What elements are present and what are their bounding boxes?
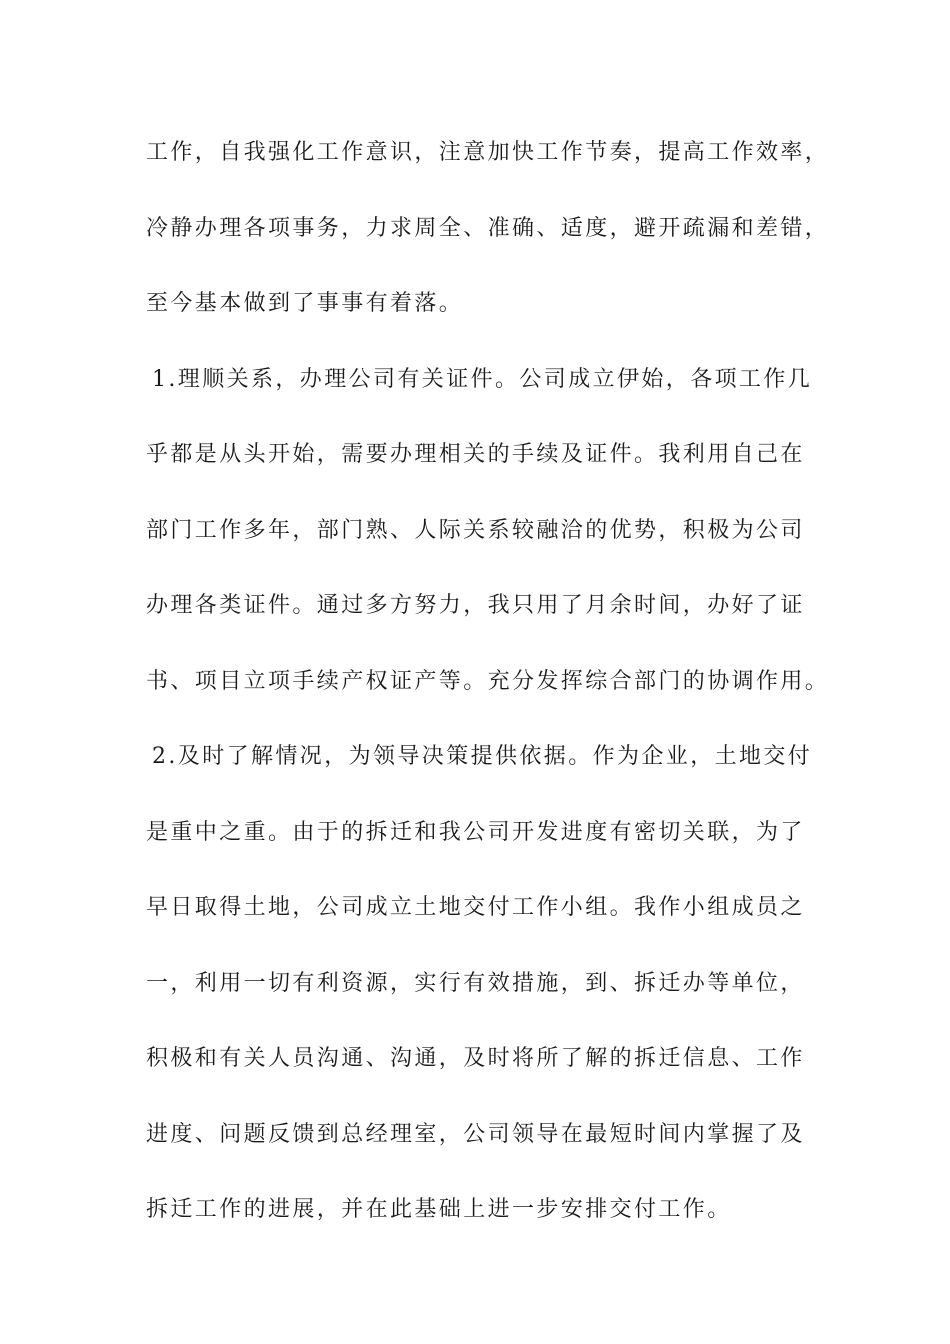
text-line: 书、项目立项手续产权证产等。充分发挥综合部门的协调作用。 <box>146 668 830 694</box>
text-line: 乎都是从头开始，需要办理相关的手续及证件。我利用自己在 <box>146 442 805 467</box>
numbered-item-2-start: 2.及时了解情况，为领导决策提供依据。作为企业，土地交付 <box>152 744 813 769</box>
text-line: 办理各类证件。通过多方努力，我只用了月余时间，办好了证 <box>146 593 805 618</box>
text-line: 积极和有关人员沟通、沟通，及时将所了解的拆迁信息、工作 <box>146 1046 805 1071</box>
text-line: 拆迁工作的进展，并在此基础上进一步安排交付工作。 <box>146 1197 732 1222</box>
text-line: 是重中之重。由于的拆迁和我公司开发进度有密切关联，为了 <box>146 819 805 845</box>
numbered-item-1-start: 1.理顺关系，办理公司有关证件。公司成立伊始，各项工作几 <box>152 366 813 392</box>
text-line: 一，利用一切有利资源，实行有效措施，到、拆迁办等单位， <box>146 970 805 996</box>
text-line: 冷静办理各项事务，力求周全、准确、适度，避开疏漏和差错， <box>146 215 830 241</box>
text-line: 工作，自我强化工作意识，注意加快工作节奏，提高工作效率， <box>146 140 830 165</box>
text-line: 进度、问题反馈到总经理室，公司领导在最短时间内掌握了及 <box>146 1121 805 1147</box>
text-line: 部门工作多年，部门熟、人际关系较融洽的优势，积极为公司 <box>146 517 805 543</box>
text-line: 早日取得土地，公司成立土地交付工作小组。我作小组成员之 <box>146 895 805 920</box>
body-text <box>146 133 830 1266</box>
text-line: 至今基本做到了事事有着落。 <box>146 291 464 316</box>
